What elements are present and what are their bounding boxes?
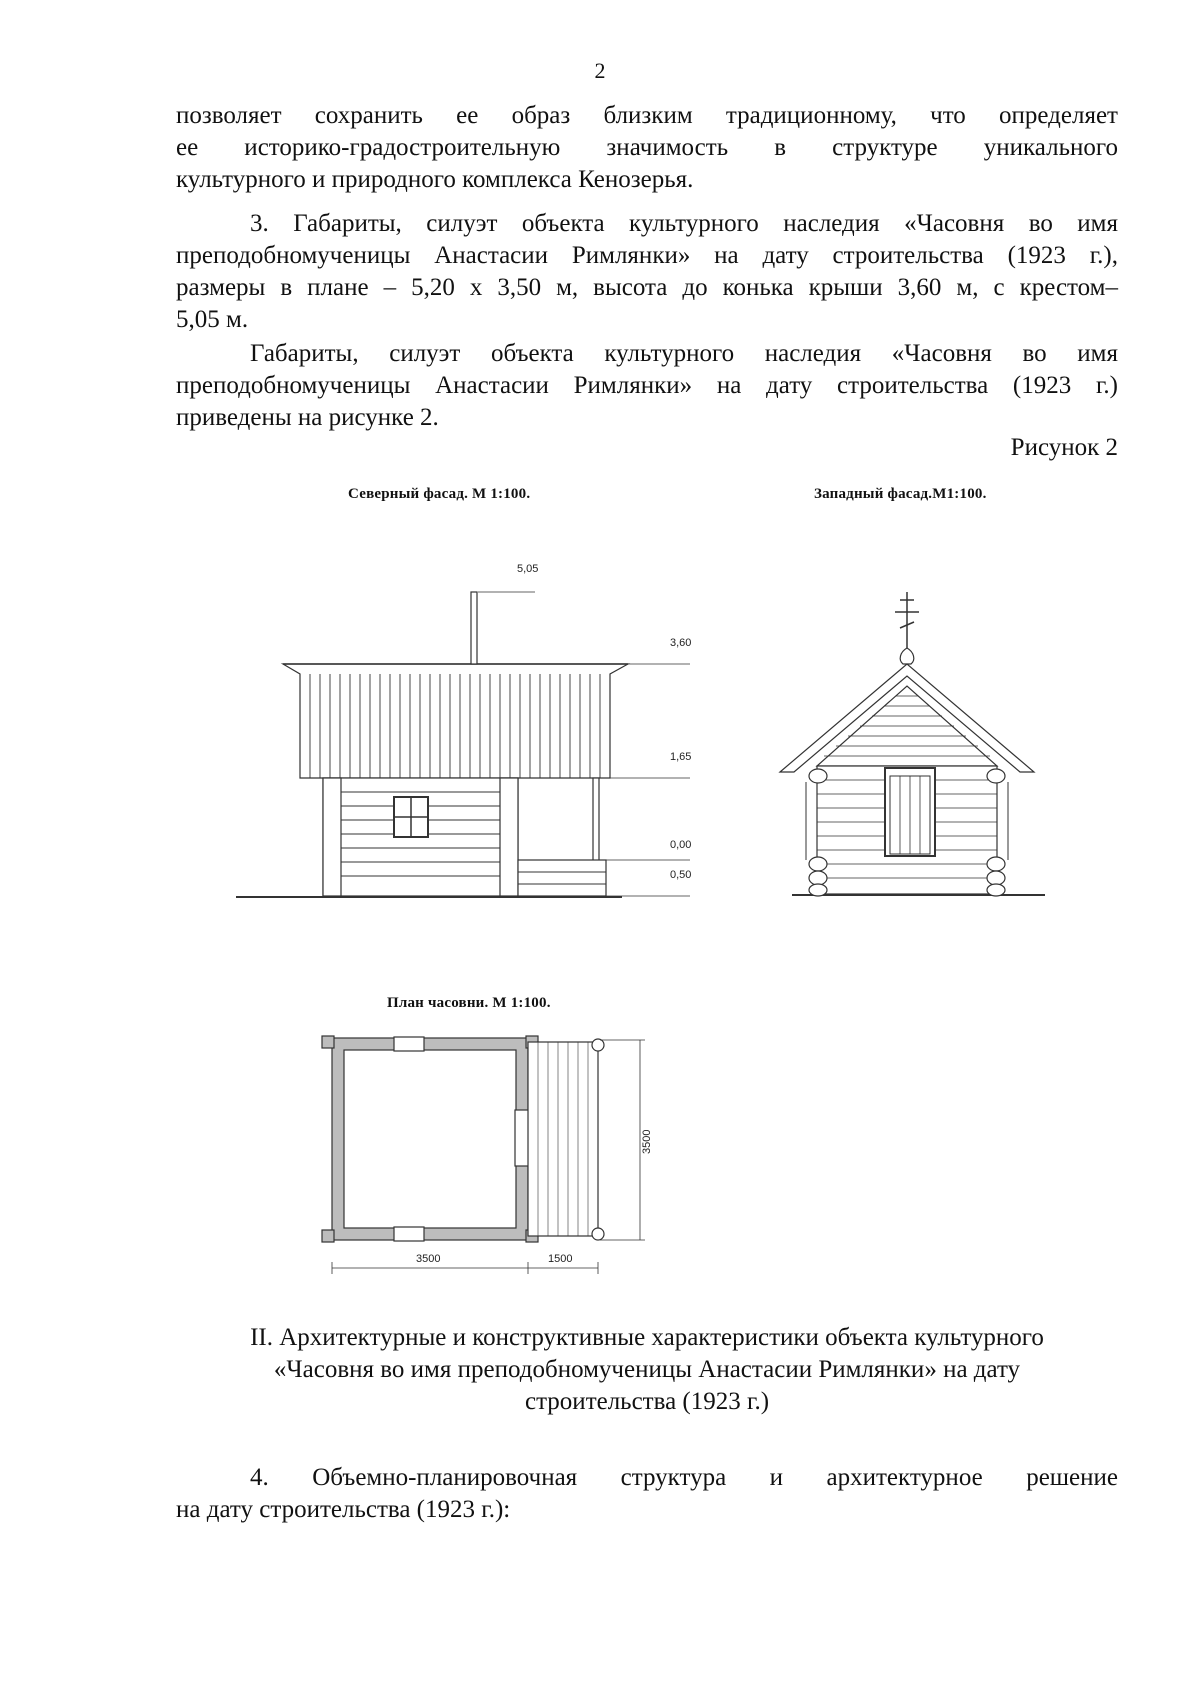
level-cross-top: 5,05 <box>517 563 539 575</box>
intro-line-3: культурного и природного комплекса Кенозерья. <box>176 166 694 193</box>
north-right-corner <box>500 778 518 896</box>
item-3-line-2: преподобномученицы Анастасии Римлянки» на дату строительства (1923 г.), <box>176 242 1118 269</box>
plan-dim-width-porch: 1500 <box>548 1253 573 1265</box>
plan-window-north <box>394 1037 424 1051</box>
figure-ref-line-1: Габариты, силуэт объекта культурного наследия «Часовня во имя <box>250 340 1118 367</box>
level-ground: 0,50 <box>670 869 692 881</box>
north-facade-caption: Северный фасад. М 1:100. <box>348 486 531 502</box>
west-facade-drawing <box>780 592 1045 896</box>
plan-door-opening <box>515 1110 529 1166</box>
intro-line-2: ее историко-градостроительную значимость в структуре уникального <box>176 134 1118 161</box>
level-zero: 0,00 <box>670 839 692 851</box>
plan-drawing <box>322 1036 645 1274</box>
west-facade-caption: Западный фасад.М1:100. <box>814 486 987 502</box>
north-facade-drawing <box>236 592 690 897</box>
figure-ref-line-2: преподобномученицы Анастасии Римлянки» на дату строительства (1923 г.) <box>176 372 1118 399</box>
figure-ref-line-3: приведены на рисунке 2. <box>176 404 439 431</box>
plan-porch-post-north <box>592 1039 604 1051</box>
section-2-line-3: строительства (1923 г.) <box>524 1388 770 1415</box>
level-ridge: 3,60 <box>670 637 692 649</box>
north-left-corner <box>323 778 341 896</box>
plan-dim-height: 3500 <box>641 1129 653 1154</box>
item-4-paragraph <box>176 1462 1118 1526</box>
figure-label: Рисунок 2 <box>1010 434 1118 461</box>
west-onion-dome <box>900 648 914 664</box>
section-2-line-1: II. Архитектурные и конструктивные характеристики объекта культурного <box>250 1324 1044 1351</box>
intro-line-1: позволяет сохранить ее образ близким традиционному, что определяет <box>176 102 1118 129</box>
north-porch-floor <box>518 860 606 896</box>
section-2-line-2: «Часовня во имя преподобномученицы Анастасии Римлянки» на дату <box>273 1356 1021 1383</box>
item-4-line-2: на дату строительства (1923 г.): <box>176 1496 511 1523</box>
page-number: 2 <box>594 58 606 83</box>
item-4-line-1: 4. Объемно-планировочная структура и архитектурное решение <box>250 1464 1118 1491</box>
plan-inner-room <box>344 1050 516 1228</box>
item-3-line-1: 3. Габариты, силуэт объекта культурного наследия «Часовня во имя <box>250 210 1118 237</box>
section-2-heading <box>176 1322 1118 1418</box>
plan-caption: План часовни. М 1:100. <box>387 995 551 1011</box>
level-eave: 1,65 <box>670 751 692 763</box>
item-3-line-3: размеры в плане – 5,20 х 3,50 м, высота до конька крыши 3,60 м, с крестом– <box>176 274 1118 301</box>
item-3-line-4: 5,05 м. <box>176 306 249 333</box>
north-cross-post <box>471 592 477 664</box>
plan-porch-post-south <box>592 1228 604 1240</box>
plan-porch <box>528 1042 598 1236</box>
plan-dim-width-main: 3500 <box>416 1253 441 1265</box>
plan-window-south <box>394 1227 424 1241</box>
north-roof <box>283 664 628 778</box>
